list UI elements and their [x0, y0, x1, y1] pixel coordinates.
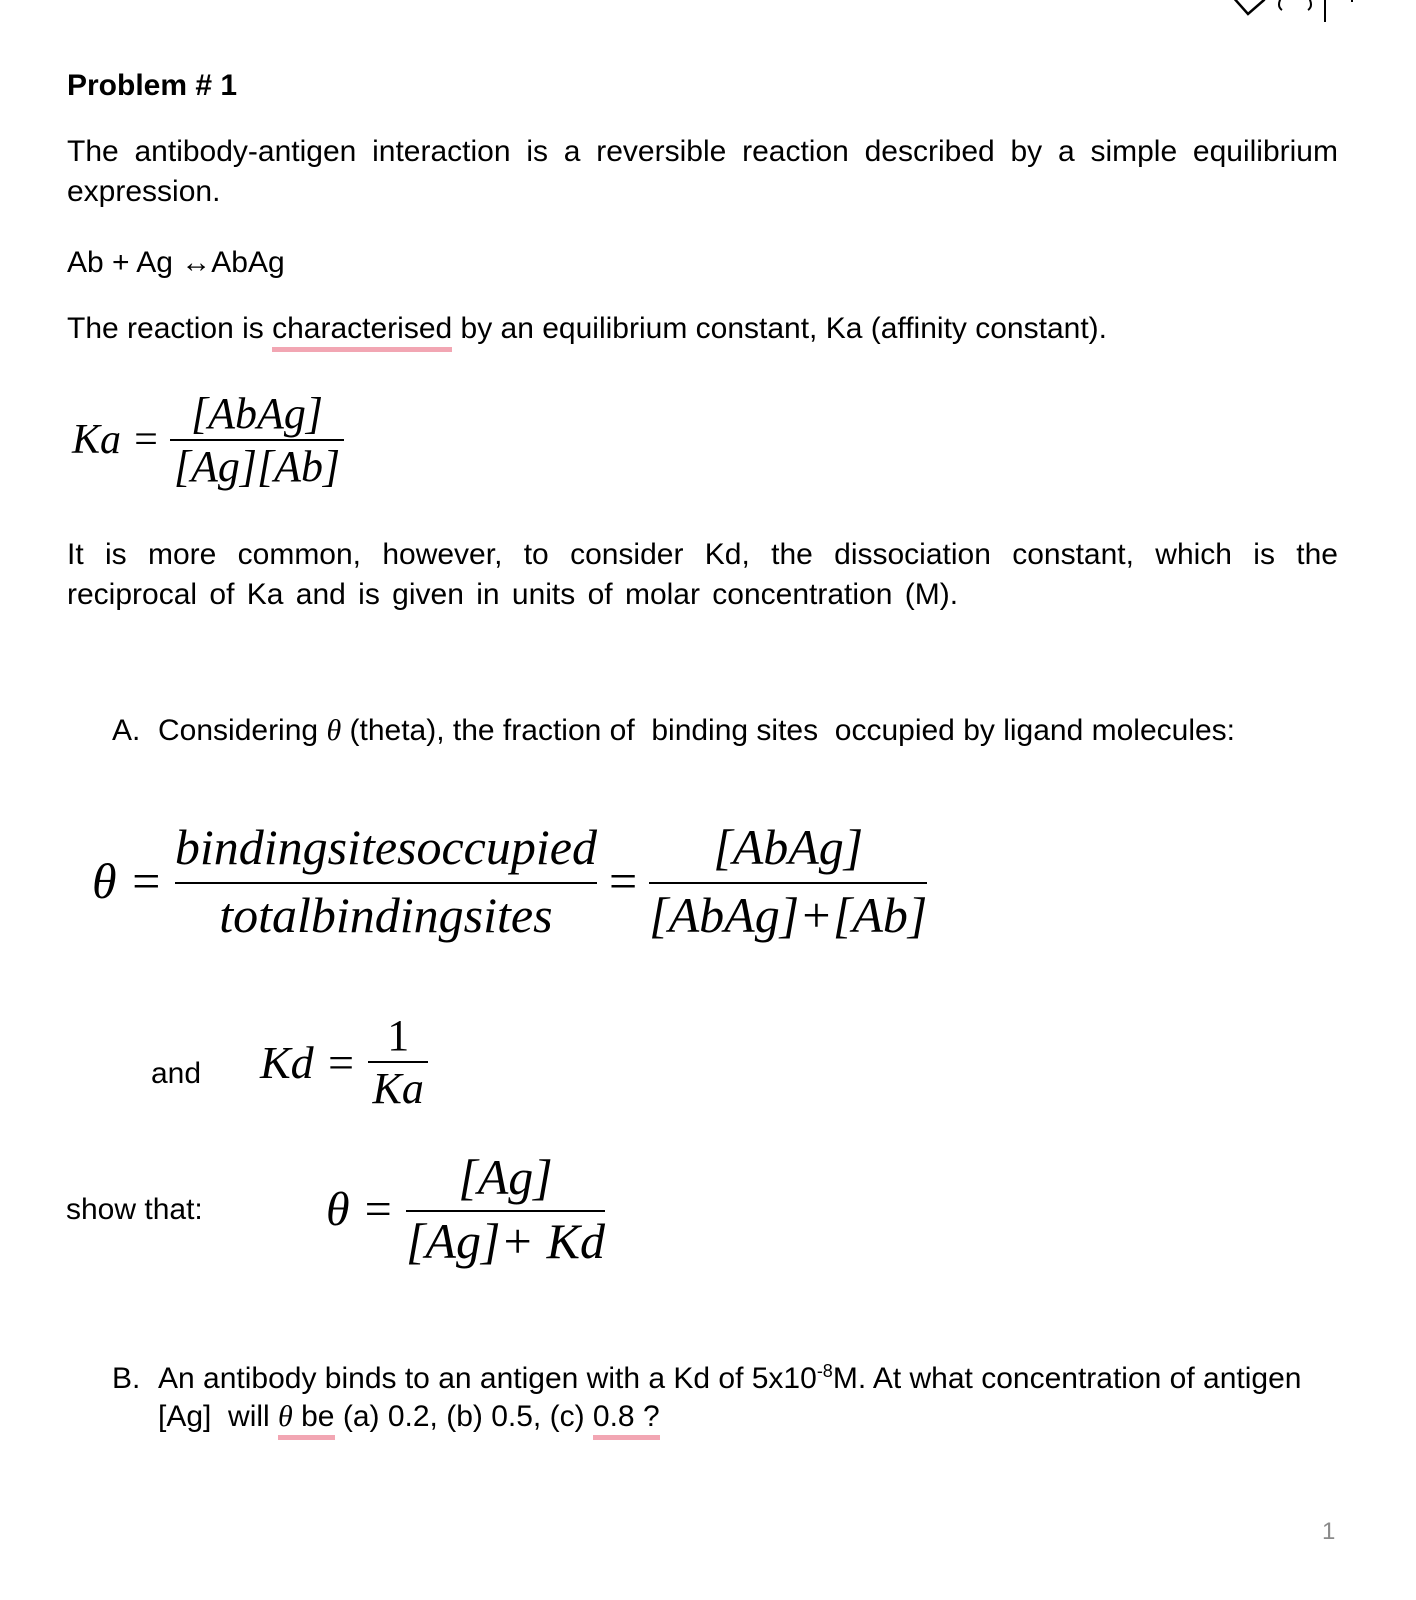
- part-a-start: Considering: [158, 714, 327, 747]
- corner-mark-icon: [1230, 0, 1416, 26]
- part-a-label: A.: [112, 714, 141, 747]
- exponent: -8: [816, 1361, 833, 1381]
- theta-lhs: θ =: [92, 853, 163, 909]
- and-label: and: [151, 1057, 202, 1090]
- kd-lhs: Kd =: [260, 1036, 357, 1088]
- part-b-be: be: [292, 1400, 335, 1433]
- show-lhs: θ =: [326, 1182, 394, 1236]
- show-numerator: [Ag]: [458, 1149, 553, 1205]
- ka-numerator: [AbAg]: [190, 389, 323, 438]
- theta-equation: [92, 818, 927, 944]
- part-b-line-2-start: [Ag] will: [158, 1400, 279, 1433]
- spellcheck-value[interactable]: 0.8 ?: [593, 1400, 660, 1440]
- reaction-equation: [67, 243, 285, 283]
- show-denominator: [Ag]+ Kd: [405, 1213, 606, 1269]
- reaction-left: Ab + Ag: [67, 246, 173, 279]
- page-number: 1: [1322, 1518, 1336, 1545]
- theta-numerator-words: bindingsitesoccupied: [174, 819, 597, 875]
- kd-equation: [260, 1010, 428, 1114]
- theta-denominator-conc: [AbAg]+[Ab]: [649, 887, 928, 943]
- ka-sentence: [67, 309, 1107, 349]
- theta-numerator-conc: [AbAg]: [713, 819, 864, 875]
- theta-symbol: θ: [326, 714, 342, 747]
- intro-paragraph: The antibody-antigen interaction is a reversible reaction described by a simple equilibrium expression.: [67, 135, 1338, 208]
- ka-lhs: Ka =: [72, 417, 160, 463]
- spellcheck-word[interactable]: characterised: [272, 312, 452, 352]
- ka-sentence-start: The reaction is: [67, 312, 273, 345]
- reaction-right: AbAg: [211, 246, 285, 279]
- kd-denominator: Ka: [372, 1064, 424, 1113]
- part-b-line-1-start: An antibody binds to an antigen with a Kd of 5x10: [158, 1362, 817, 1395]
- kd-paragraph: It is more common, however, to consider Kd, the dissociation constant, which is the reciprocal of Ka and is given in units of molar concentration (M).: [67, 538, 1338, 611]
- show-that-label: show that:: [66, 1193, 203, 1226]
- part-b-line-1-end: M. At what concentration of antigen: [832, 1362, 1302, 1395]
- theta-denominator-words: totalbindingsites: [219, 887, 553, 943]
- kd-numerator: 1: [387, 1011, 410, 1060]
- spellcheck-phrase[interactable]: [278, 1400, 334, 1440]
- part-b-line-2: [158, 1397, 660, 1437]
- problem-title: Problem # 1: [67, 69, 238, 102]
- ka-denominator: [Ag][Ab]: [173, 442, 341, 491]
- show-equation: [326, 1148, 605, 1270]
- ka-equation: [72, 388, 344, 492]
- equals-sign: =: [608, 853, 638, 909]
- part-b-label: B.: [112, 1362, 141, 1395]
- theta-symbol: θ: [278, 1400, 293, 1433]
- part-a-text: [158, 711, 1235, 751]
- part-b-options: (a) 0.2, (b) 0.5, (c): [334, 1400, 593, 1433]
- reversible-arrow-icon: ↔: [181, 246, 212, 279]
- ka-sentence-end: by an equilibrium constant, Ka (affinity constant).: [452, 312, 1107, 345]
- part-b-line-1: [158, 1359, 1301, 1399]
- part-a-end: (theta), the fraction of binding sites occupied by ligand molecules:: [341, 714, 1236, 747]
